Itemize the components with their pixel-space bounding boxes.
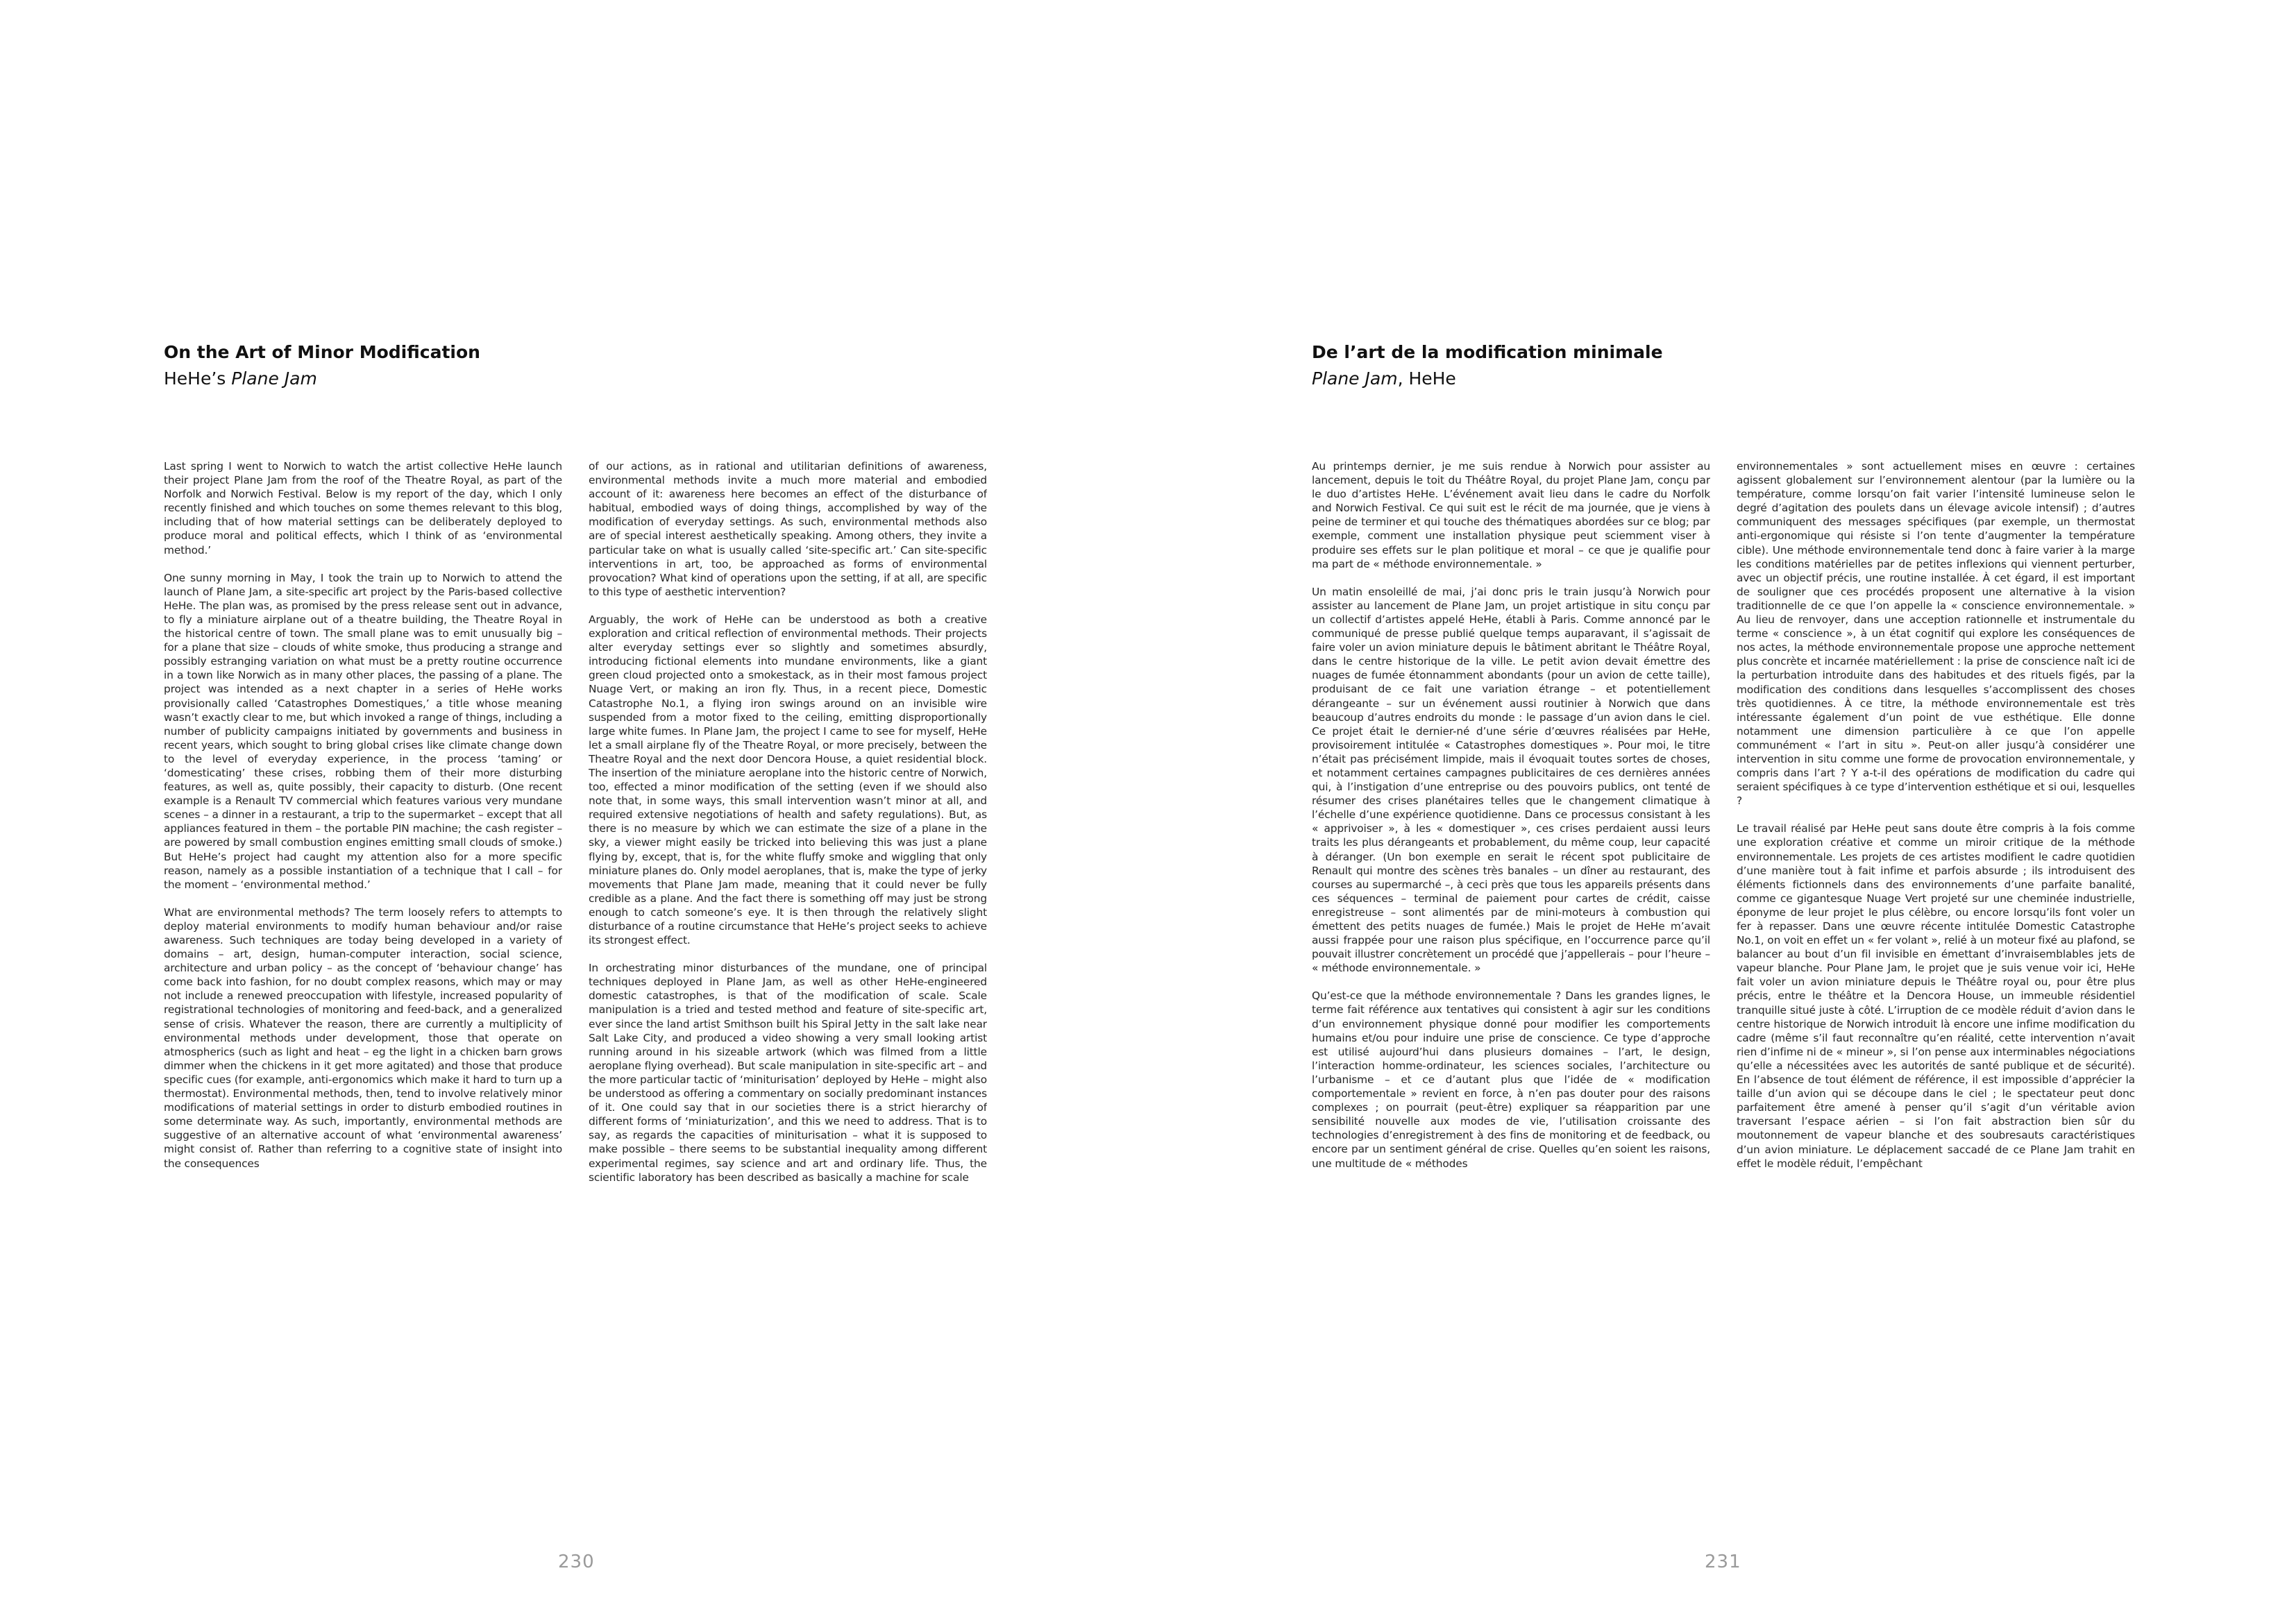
article-title: De l’art de la modification minimale (1312, 342, 1663, 362)
paragraph: environnementales » sont actuellement mises en œuvre : certaines agissent globalement sur l’environnement alentour (par la lumière ou la température, comme lorsqu’on fait varier l’intensité lumineuse selon le degré d’agitation des poulets dans un élevage avicole intensif) ; d’autres communiquent des messages spécifiques (par exemple, un thermostat anti-ergonomique qui résiste si l’on tente d’augmenter la température cible). Une méthode environnementale tend donc à faire varier à la marge les conditions matérielles par de petites inflexions qui viennent perturber, avec un objectif précis, une routine installée. À cet égard, il est important de souligner que ces procédés proposent une alternative à la vision traditionnelle de ce que l’on appelle la « conscience environnementale. » Au lieu de renvoyer, dans une acception rationnelle et instrumentale du terme « conscience », à un état cognitif qui explore les conséquences de nos actes, la méthode environnementale propose une approche nettement plus concrète et incarnée matériellement : la prise de conscience naît ici de la perturbation introduite dans des habitudes et des rituels figés, par la modification des conditions dans lesquelles s’accomplissent des choses très quotidiennes. À ce titre, la méthode environnementale est très intéressante également d’un point de vue esthétique. Elle donne notamment une dimension particulière à ce que l’on appelle communément « l’art in situ ». Peut-on aller jusqu’à considérer une intervention in situ comme une forme de provocation environnementale, y compris dans l’art ? Y a-t-il des opérations de modification du cadre qui seraient spécifiques à ce type d’intervention esthétique et si oui, lesquelles ? (1737, 460, 2135, 808)
text-column-2 (589, 459, 987, 1410)
paragraph: What are environmental methods? The term loosely refers to attempts to deploy material environments to modify human behaviour and/or raise awareness. Such techniques are today being developed in a variety of domains – art, design, human-computer interaction, social science, architecture and urban policy – as the concept of ‘behaviour change’ has come back into fashion, for no doubt complex reasons, which may or may not include a renewed preoccupation with lifestyle, increased popularity of registrational technologies of monitoring and feed-back, and a generalized sense of crisis. Whatever the reason, there are currently a multiplicity of environmental methods under development, those that operate on atmospherics (such as light and heat – eg the light in a chicken barn grows dimmer when the chickens in it get more agitated) and those that produce specific cues (for example, anti-ergonomics which make it hard to turn up a thermostat). Environmental methods, then, tend to involve relatively minor modifications of material settings in order to disturb embodied routines in some determinate way. As such, importantly, environmental methods are suggestive of an alternative account of what ‘environmental awareness’ might consist of. Rather than referring to a cognitive state of insight into the consequences (164, 906, 562, 1170)
text-column-2 (1737, 459, 2135, 1410)
paragraph: In orchestrating minor disturbances of the mundane, one of principal techniques deployed in Plane Jam, as well as other HeHe-engineered domestic catastrophes, is that of the modification of scale. Scale manipulation is a tried and tested method and feature of site-specific art, ever since the land artist Smithson built his Spiral Jetty in the salt lake near Salt Lake City, and produced a video showing a very small looking artist running around in his sizeable artwork (which was filmed from a little aeroplane flying overhead). But scale manipulation in site-specific art – and the more particular tactic of ‘miniturisation’ deployed by HeHe – might also be understood as offering a commentary on socially predominant instances of it. One could say that in our societies there is a strict hierarchy of different forms of ‘miniaturization’, and this we need to address. That is to say, as regards the capacities of miniturisation – what it is supposed to make possible – there seems to be substantial inequality among different experimental regimes, say science and art and ordinary life. Thus, the scientific laboratory has been described as basically a machine for scale (589, 962, 987, 1184)
paragraph: Un matin ensoleillé de mai, j’ai donc pris le train jusqu’à Norwich pour assister au lancement de Plane Jam, un projet artistique in situ conçu par un collectif d’artistes appelé HeHe, établi à Paris. Comme annoncé par le communiqué de presse publié quelque temps auparavant, il s’agissait de faire voler un avion miniature depuis le bâtiment abritant le Théâtre Royal, dans le centre historique de la ville. Le petit avion devait émettre des nuages de fumée étonnamment abondants (pour un avion de cette taille), produisant de ce fait une variation étrange – et potentiellement dérangeante – sur un événement aussi routinier à Norwich que dans beaucoup d’autres endroits du monde : le passage d’un avion dans le ciel. Ce projet était le dernier-né d’une série d’œuvres réalisées par HeHe, provisoirement intitulée « Catastrophes domestiques ». Pour moi, le titre n’était pas précisément limpide, mais il évoquait toutes sortes de choses, et notamment certaines campagnes publicitaires de ces dernières années qui, à l’instigation d’une entreprise ou des pouvoirs publics, ont tenté de résumer des crises planétaires telles que le changement climatique à l’échelle d’une expérience quotidienne. Dans ce processus consistant à les « apprivoiser », à les « domestiquer », ces crises perdaient aussi leurs traits les plus dérangeants et probablement, du même coup, leur capacité à déranger. (Un bon exemple en serait le récent spot publicitaire de Renault qui montre des scènes très banales – un dîner au restaurant, des courses au supermarché –, à ceci près que tous les appareils présents dans ces séquences – terminal de paiement pour cartes de crédit, caisse enregistreuse – sont alimentés par de mini-moteurs à combustion qui émettent des petits nuages de fumée.) Mais le projet de HeHe m’avait aussi frappée pour une raison plus spécifique, en l’occurrence parce qu’il pouvait illustrer concrètement un procédé que j’appellerais – pour l’heure – « méthode environnementale. » (1312, 585, 1710, 975)
article-subtitle (164, 366, 1066, 392)
paragraph: One sunny morning in May, I took the train up to Norwich to attend the launch of Plane Jam, a site-specific art project by the Paris-based collective HeHe. The plan was, as promised by the press release sent out in advance, to fly a miniature airplane out of a theatre building, the Theatre Royal in the historical centre of town. The small plane was to emit unusually big – for a plane that size – clouds of white smoke, thus producing a strange and possibly estranging variation on what must be a pretty routine occurrence in a town like Norwich as in many other places, the passing of a plane. The project was intended as a next chapter in a series of HeHe works provisionally called ‘Catastrophes Domestiques,’ a title whose meaning wasn’t exactly clear to me, but which invoked a range of things, including a number of publicity campaigns initiated by governments and business in recent years, which sought to bring global crises like climate change down to the level of everyday experience, in the process ‘taming’ or ‘domesticating’ these crises, robbing them of their more disturbing features, as well as, quite possibly, their capacity to disturb. (One recent example is a Renault TV commercial which features various very mundane scenes – a dinner in a restaurant, a trip to the supermarket – except that all appliances featured in them – the portable PIN machine; the cash register – are powered by small combustion engines emitting small clouds of smoke.) But HeHe’s project had caught my attention also for a more specific reason, namely as a possible instantiation of a technique that I call – for the moment – ‘environmental method.’ (164, 571, 562, 891)
paragraph: of our actions, as in rational and utilitarian definitions of awareness, environmental methods invite a much more material and embodied account of it: awareness here becomes an effect of the disturbance of habitual, embodied ways of doing things, accomplished by way of the modification of everyday settings. As such, environmental methods also are of special interest aesthetically speaking. Among others, they invite a particular take on what is usually called ‘site-specific art.’ Can site-specific interventions in art, too, be approached as forms of environmental provocation? What kind of operations upon the setting, if at all, are specific to this type of aesthetic intervention? (589, 460, 987, 598)
article-heading (164, 339, 1066, 392)
page-number: 231 (1705, 1552, 1741, 1572)
article-title: On the Art of Minor Modification (164, 342, 480, 362)
subtitle-suffix: , HeHe (1397, 368, 1456, 389)
text-column-1 (1312, 459, 1710, 1410)
paragraph: Au printemps dernier, je me suis rendue à Norwich pour assister au lancement, depuis le toit du Théâtre Royal, du projet Plane Jam, conçu par le duo d’artistes HeHe. L’événement avait lieu dans le cadre du Norfolk and Norwich Festival. Ce qui suit est le récit de ma journée, que je viens à peine de terminer et qui touche des thématiques abordées sur ce blog; par exemple, comment une installation physique peut sciemment viser à produire ses effets sur le plan politique et moral – ce que je qualifie pour ma part de « méthode environnementale. » (1312, 460, 1710, 570)
paragraph: Arguably, the work of HeHe can be understood as both a creative exploration and critical reflection of environmental methods. Their projects alter everyday settings ever so slightly and sometimes absurdly, introducing fictional elements into mundane environments, like a giant green cloud projected onto a smokestack, as in their most famous project Nuage Vert, or making an iron fly. Thus, in a recent piece, Domestic Catastrophe No.1, a flying iron swings around on an invisible wire suspended from a motor fixed to the ceiling, emitting disproportionally large white fumes. In Plane Jam, the project I came to see for myself, HeHe let a small airplane fly of the Theatre Royal, or more precisely, between the Theatre Royal and the next door Dencora House, a quiet residential block. The insertion of the miniature aeroplane into the historic centre of Norwich, too, effected a minor modification of the setting (even if we should also note that, in some ways, this small intervention wasn’t minor at all, and required extensive negotiations of health and safety regulations). But, as there is no measure by which we can estimate the size of a plane in the sky, a viewer might easily be tricked into believing this was just a plane flying by, except, that is, for the white fluffy smoke and wiggling that only miniature planes do. Only model aeroplanes, that is, make the type of jerky movements that Plane Jam made, meaning that it could never be fully credible as a plane. And the fact there is something off may just be strong enough to catch someone’s eye. It is then through the relatively slight disturbance of a routine circumstance that HeHe’s project seeks to achieve its strongest effect. (589, 613, 987, 947)
subtitle-work-title: Plane Jam (1312, 368, 1398, 389)
text-column-1 (164, 459, 562, 1410)
article-subtitle (1312, 366, 2214, 392)
subtitle-work-title: Plane Jam (231, 368, 317, 389)
paragraph: Qu’est-ce que la méthode environnementale ? Dans les grandes lignes, le terme fait référence aux tentatives qui consistent à agir sur les conditions d’un environnement physique donné pour modifier les comportements humains et/ou pour induire une prise de conscience. Ce type d’approche est utilisé aujourd’hui dans plusieurs domaines – l’art, le design, l’interaction homme-ordinateur, les sciences sociales, l’architecture ou l’urbanisme – et ce d’autant plus que l’idée de « modification comportementale » revient en force, à n’en pas douter pour des raisons complexes ; on pourrait (peut-être) expliquer sa réapparition par une sensibilité nouvelle aux modes de vie, l’utilisation croissante des technologies d’enregistrement à des fins de monitoring et de feedback, ou encore par un sentiment général de crise. Quelles qu’en soient les raisons, une multitude de « méthodes (1312, 989, 1710, 1170)
article-heading (1312, 339, 2214, 392)
paragraph: Last spring I went to Norwich to watch the artist collective HeHe launch their project Plane Jam from the roof of the Theatre Royal, as part of the Norfolk and Norwich Festival. Below is my report of the day, which I only recently finished and which touches on some themes relevant to this blog, including that of how material settings can be deliberately deployed to produce moral and political effects, which I think of as ‘environmental method.’ (164, 460, 562, 556)
paragraph: Le travail réalisé par HeHe peut sans doute être compris à la fois comme une exploration créative et comme un miroir critique de la méthode environnementale. Les projets de ces artistes modifient le cadre quotidien d’une manière tout à fait infime et parfois absurde ; ils introduisent des éléments fictionnels dans des environnements d’une parfaite banalité, comme ce gigantesque Nuage Vert projeté sur une cheminée industrielle, éponyme de leur projet le plus célèbre, ou encore lorsqu’ils font voler un fer à repasser. Dans une œuvre récente intitulée Domestic Catastrophe No.1, on voit en effet un « fer volant », relié à un moteur fixé au plafond, se balancer au bout d’un fil invisible en émettant d’invraisemblables jets de vapeur blanche. Pour Plane Jam, le projet que je suis venue voir ici, HeHe fait voler un avion miniature depuis le Théâtre royal ou, pour être plus précis, entre le théâtre et la Dencora House, un immeuble résidentiel tranquille situé juste à côté. L’irruption de ce modèle réduit d’avion dans le centre historique de Norwich introduit là encore une infime modification du cadre (même s’il faut reconnaître qu’en réalité, cette intervention n’avait rien d’infime ni de « mineur », si l’on pense aux interminables négociations qu’elle a nécessitées avec les autorités de santé publique et de sécurité). En l’absence de tout élément de référence, il est impossible d’apprécier la taille d’un avion qui se découpe dans le ciel ; le spectateur peut donc parfaitement être amené à penser qu’il s’agit d’un véritable avion traversant l’espace aérien – si l’on fait abstraction bien sûr du moutonnement de vapeur blanche et des soubresauts caractéristiques d’un avion miniature. Le déplacement saccadé de ce Plane Jam trahit en effet le modèle réduit, l’empêchant (1737, 822, 2135, 1170)
subtitle-prefix: HeHe’s (164, 368, 232, 389)
page-number: 230 (558, 1552, 595, 1572)
right-page (1148, 0, 2296, 1623)
